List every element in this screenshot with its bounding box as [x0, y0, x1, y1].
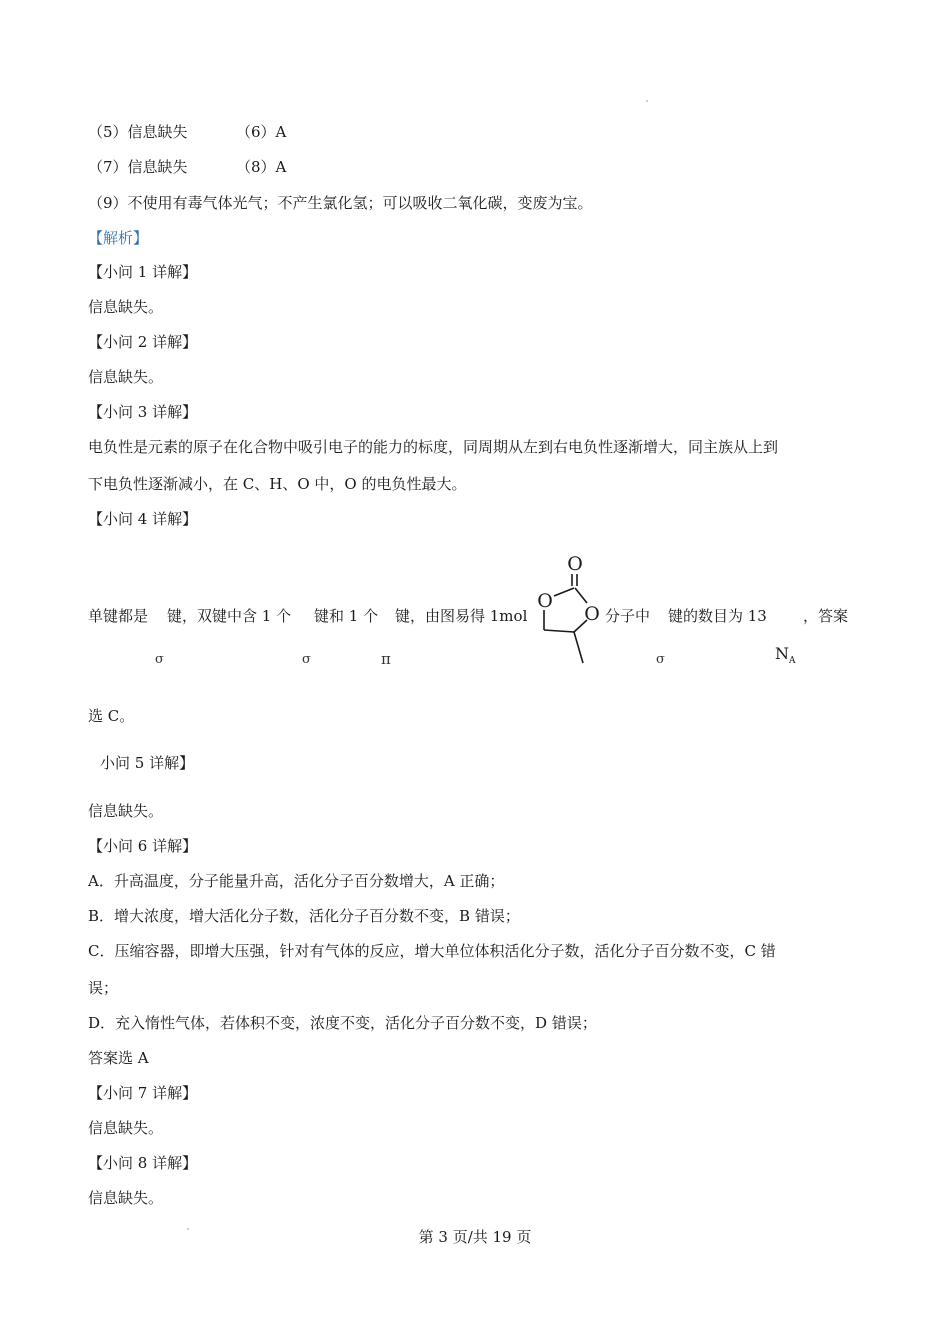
q4-text-2: 键，双键中含 1 个 — [167, 607, 292, 625]
q4-text-1: 单键都是 — [88, 607, 149, 625]
q4-text-5: 分子中 — [605, 607, 651, 625]
q1-body: 信息缺失。 — [88, 298, 164, 316]
ring-oxygen-left-label: O — [537, 590, 553, 612]
q4-text-6: 键的数目为 13 — [668, 607, 767, 625]
q1-heading: 【小问 1 详解】 — [88, 263, 198, 281]
answer-5: （5）信息缺失 — [88, 123, 188, 141]
q6-answer: 答案选 A — [88, 1049, 149, 1067]
q6-option-a: A．升高温度，分子能量升高，活化分子百分数增大，A 正确； — [88, 872, 505, 890]
answer-6: （6）A — [236, 123, 287, 141]
q8-heading: 【小问 8 详解】 — [88, 1154, 198, 1172]
q4-text-7: ，答案 — [803, 607, 849, 625]
sigma-symbol-2: σ — [302, 652, 311, 667]
q3-line-1: 电负性是元素的原子在化合物中吸引电子的能力的标度，同周期从左到右电负性逐渐增大，同主族从上到 — [88, 438, 779, 456]
sigma-symbol-1: σ — [155, 652, 164, 667]
answer-line-7-8 — [88, 157, 287, 177]
avogadro-sub: A — [789, 656, 796, 666]
carbonyl-oxygen-label: O — [567, 553, 583, 575]
q6-option-b: B．增大浓度，增大活化分子数，活化分子百分数不变，B 错误； — [88, 907, 520, 925]
answer-9: （9）不使用有毒气体光气；不产生氯化氢；可以吸收二氧化碳，变废为宝。 — [88, 194, 593, 212]
q6-option-c-line-1: C．压缩容器，即增大压强，针对有气体的反应，增大单位体积活化分子数，活化分子百分数不变，C 错 — [88, 942, 776, 960]
q4-text-4: 键，由图易得 1mol — [395, 607, 528, 625]
analysis-label: 【解析】 — [88, 229, 149, 247]
q6-option-c-line-2: 误； — [88, 979, 119, 997]
propylene-carbonate-structure — [530, 548, 606, 668]
q7-body: 信息缺失。 — [88, 1119, 164, 1137]
q4-text-3: 键和 1 个 — [314, 607, 379, 625]
q3-line-2: 下电负性逐渐减小，在 C、H、O 中，O 的电负性最大。 — [88, 475, 467, 493]
bond-methyl — [574, 632, 583, 663]
q4-conclusion: 选 C。 — [88, 707, 135, 725]
scan-dot — [646, 100, 648, 102]
avogadro-n: N — [775, 644, 789, 663]
page-footer: 第 3 页/共 19 页 — [418, 1228, 532, 1246]
ring-oxygen-right-label: O — [584, 603, 600, 625]
q3-heading: 【小问 3 详解】 — [88, 403, 198, 421]
answer-8: （8）A — [236, 158, 287, 176]
bond-c-o-left — [554, 588, 574, 596]
avogadro-constant — [775, 644, 796, 666]
q2-body: 信息缺失。 — [88, 368, 164, 386]
bond-ch2-ch — [544, 630, 574, 632]
answer-7: （7）信息缺失 — [88, 158, 188, 176]
q5-body: 信息缺失。 — [88, 802, 164, 820]
pi-symbol: π — [381, 650, 391, 668]
bond-ch-o — [574, 620, 587, 632]
q5-heading: 小问 5 详解】 — [100, 754, 195, 772]
bond-c-o-right — [575, 588, 587, 603]
q2-heading: 【小问 2 详解】 — [88, 333, 198, 351]
q8-body: 信息缺失。 — [88, 1189, 164, 1207]
answer-line-5-6 — [88, 122, 287, 142]
q7-heading: 【小问 7 详解】 — [88, 1084, 198, 1102]
sigma-symbol-3: σ — [656, 652, 665, 667]
q6-option-d: D．充入惰性气体，若体积不变，浓度不变，活化分子百分数不变，D 错误； — [88, 1014, 597, 1032]
q6-heading: 【小问 6 详解】 — [88, 837, 198, 855]
q4-heading: 【小问 4 详解】 — [88, 510, 198, 528]
